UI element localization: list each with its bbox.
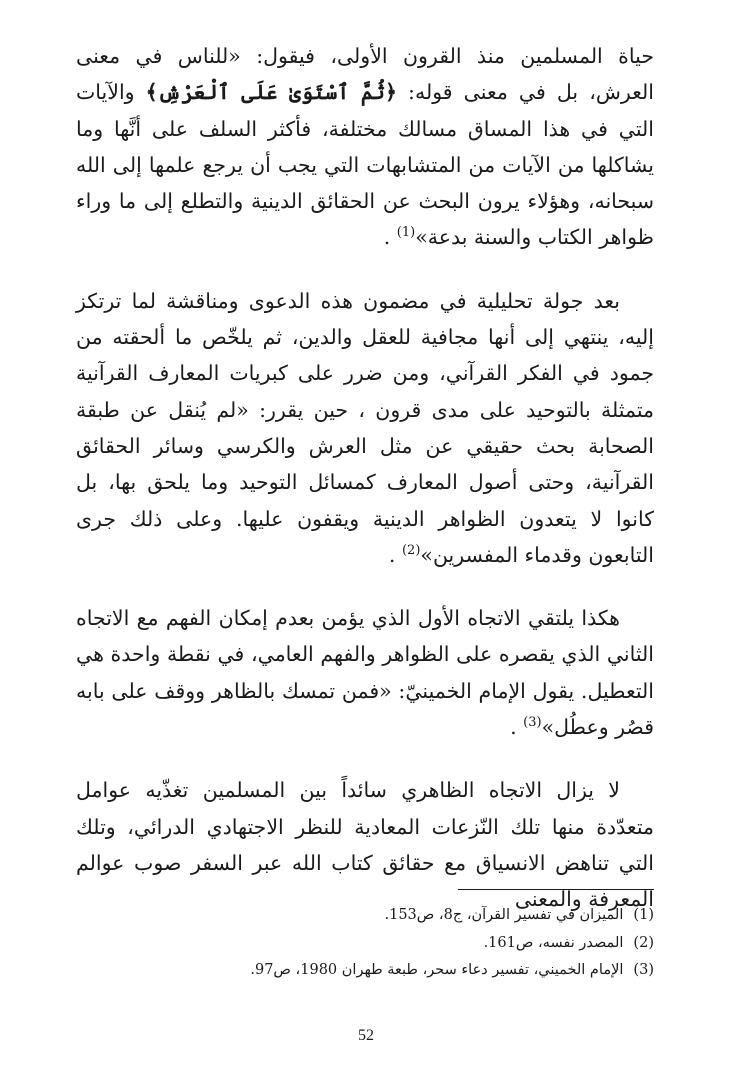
paragraph-4-text: لا يزال الاتجاه الظاهري سائداً بين المسلمين تغذّيه عوامل متعدّدة منها تلك النّزعات المعادية للنظر الاجتهادي الدرائي، وتلك التي تناهض الانسياق مع حقائق كتاب الله عبر السفر صوب عوالم المعرفة والمعنى	[76, 778, 654, 912]
footnote-text: الإمام الخميني، تفسير دعاء سحر، طبعة طهران 1980، ص97.	[250, 962, 624, 978]
quran-verse: ﴿ثُمَّ ٱسْتَوَىٰ عَلَى ٱلْعَرْشِ﴾	[145, 80, 397, 105]
footnote-ref-1[interactable]: (1)	[396, 225, 416, 241]
paragraph-3-end: .	[510, 715, 524, 740]
paragraph-4	[76, 772, 654, 917]
paragraph-2-end: .	[388, 542, 402, 567]
footnote-ref-3[interactable]: (3)	[523, 715, 542, 731]
footnote-ref-2[interactable]: (2)	[401, 543, 421, 559]
footnote-number: (3)	[633, 962, 654, 978]
paragraph-1-text-a: حياة المسلمين منذ القرون الأولى، فيقول: «للناس في معنى العرش، بل في معنى قوله:	[76, 44, 654, 105]
footnote-3	[76, 957, 654, 985]
footnote-number: (1)	[633, 907, 654, 923]
paragraph-1	[76, 38, 654, 256]
footnote-2	[76, 930, 654, 958]
footnote-separator	[458, 889, 654, 890]
footnote-text: الميزان في تفسير القرآن، ج8، ص153.	[384, 907, 624, 923]
footnote-number: (2)	[633, 934, 654, 951]
footnote-text: المصدر نفسه، ص161.	[483, 934, 624, 951]
paragraph-1-text-b: والآيات التي في هذا المساق مسالك مختلفة، فأكثر السلف على أنَّها وما يشاكلها من الآيات من المتشابهات التي يجب أن يرجع علمها إلى الله سبحانه، وهؤلاء يرون البحث عن الحقائق الدينية والتطلع إلى ما وراء ظواهر الكتاب والسنة بدعة»	[76, 80, 654, 250]
book-page-body	[76, 38, 654, 918]
paragraph-2-text: بعد جولة تحليلية في مضمون هذه الدعوى ومناقشة لما ترتكز إليه، ينتهي إلى أنها مجافية للعقل والدين، ثم يلخّص ما ألحقته من جمود في الفكر القرآني، ومن ضرر على كبريات المعارف القرآنية متمثلة بالتوحيد على مدى قرون ، حين يقرر: «لم يُنقل عن طبقة الصحابة بحث حقيقي عن مثل العرش والكرسي وسائر الحقائق القرآنية، وحتى أصول المعارف كمسائل التوحيد وما يلحق بها، بل كانوا لا يتعدون الظواهر الدينية ويقفون عليها. وعلى ذلك جرى التابعون وقدماء المفسرين»	[76, 288, 654, 567]
page-number: 52	[358, 1027, 374, 1044]
paragraph-1-end: .	[383, 225, 397, 250]
paragraph-3	[76, 600, 654, 745]
footnote-1	[76, 902, 654, 930]
footnotes-list	[76, 902, 654, 985]
paragraph-2	[76, 283, 654, 573]
paragraph-3-text: هكذا يلتقي الاتجاه الأول الذي يؤمن بعدم إمكان الفهم مع الاتجاه الثاني الذي يقصره على الظواهر والفهم العامي، في نقطة واحدة هي التعطيل. يقول الإمام الخمينيّ: «فمن تمسك بالظاهر ووقف على بابه قصُر وعطُل»	[76, 606, 654, 740]
